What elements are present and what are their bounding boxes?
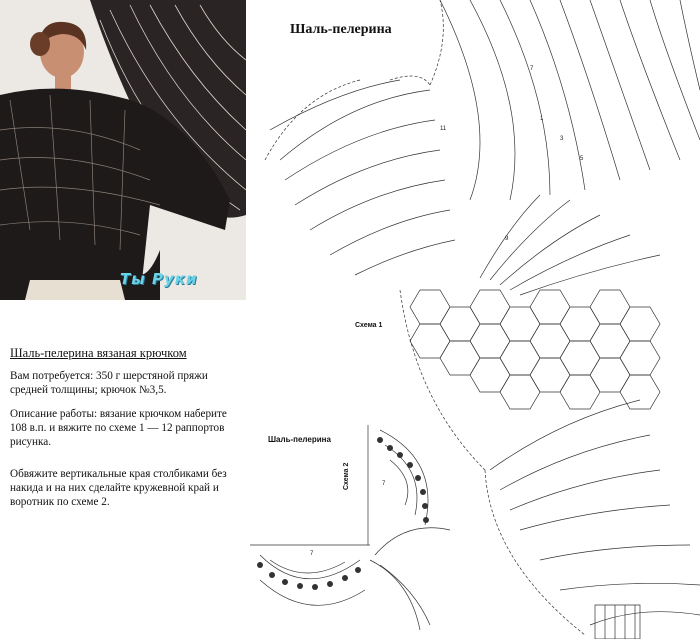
crochet-chart — [240, 0, 700, 639]
row-number: 7 — [530, 66, 534, 72]
scheme2-drawing — [250, 425, 450, 630]
row-number: 3 — [560, 136, 564, 142]
row-number: 7 — [310, 551, 314, 557]
shawl-photo-illustration — [0, 0, 246, 300]
scheme2-title: Шаль-пелерина — [268, 435, 331, 444]
row-number: 7 — [382, 481, 386, 487]
scheme1-corner-grid — [595, 605, 640, 639]
edging-text: Обвяжите вертикальные края столбиками без накида и на них сделайте кружевной край и воротник по схеме 2. — [10, 468, 227, 508]
description-text: Описание работы: вязание крючком наберите 108 в.п. и вяжите по схеме 1 — 12 раппортов рисунка. — [10, 408, 227, 448]
scheme1-left-fan — [270, 80, 455, 275]
shawl-photo — [0, 0, 246, 300]
row-number: 1 — [540, 116, 544, 122]
materials-text: Вам потребуется: 350 г шерстяной пряжи средней толщины; крючок №3,5. — [10, 370, 208, 396]
article-heading: Шаль-пелерина вязаная крючком — [10, 346, 187, 360]
row-number: 5 — [580, 156, 584, 162]
watermark-logo: Ты Руки — [120, 270, 198, 288]
scheme2-label: Схема 2 — [343, 462, 350, 490]
scheme1-label: Схема 1 — [355, 322, 383, 329]
page-title: Шаль-пелерина — [290, 22, 392, 37]
row-number: 11 — [440, 126, 447, 132]
scheme1-fan-rays — [440, 0, 700, 200]
row-number: 9 — [505, 236, 509, 242]
scheme1-bottom-fans — [490, 400, 700, 625]
scheme1-mid-fan — [480, 195, 660, 295]
article-text — [10, 346, 245, 519]
scheme1-mesh — [410, 290, 660, 409]
scheme1-outer-rows — [265, 0, 585, 635]
